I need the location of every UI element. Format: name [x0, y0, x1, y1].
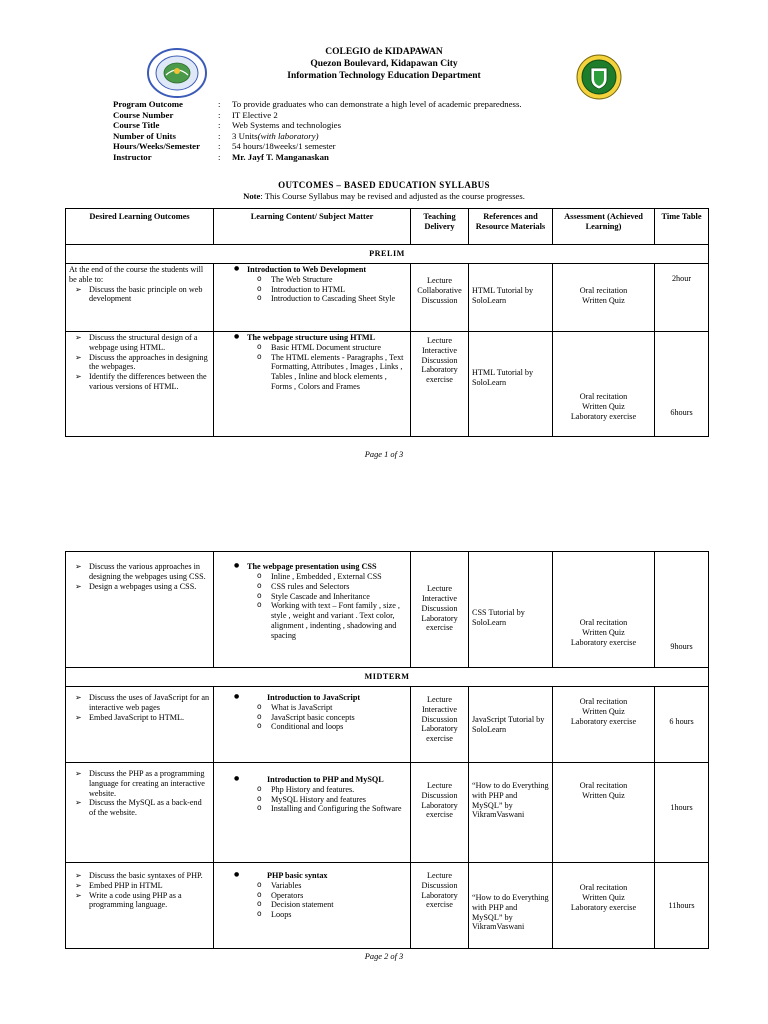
- college-address: Quezon Boulevard, Kidapawan City: [310, 59, 458, 69]
- subtopic-item: o Decision statement: [257, 900, 407, 910]
- topic-title: ● PHP basic syntax: [217, 871, 407, 881]
- col-header: Learning Content/ Subject Matter: [214, 209, 411, 245]
- references: CSS Tutorial by SoloLearn: [469, 552, 553, 668]
- outcome-item: ➢ Identify the differences between the various versions of HTML.: [69, 372, 210, 392]
- subtopic-item: o Inline , Embedded , External CSS: [257, 572, 407, 582]
- syllabus-title: OUTCOMES – BASED EDUCATION SYLLABUS: [278, 180, 490, 190]
- table-row: [66, 331, 709, 436]
- time-table: 9hours: [655, 552, 709, 668]
- table-row: [66, 862, 709, 948]
- department-name: Information Technology Education Department: [287, 71, 481, 81]
- subtopic-item: o JavaScript basic concepts: [257, 713, 407, 723]
- info-label: Instructor: [113, 151, 152, 162]
- assessment: Oral recitation Written Quiz: [553, 263, 655, 331]
- college-name: COLEGIO de KIDAPAWAN: [325, 47, 443, 57]
- assessment: Oral recitation Written Quiz Laboratory exercise: [553, 686, 655, 762]
- topic-title: ● The webpage presentation using CSS: [217, 562, 407, 572]
- topic-title: ● Introduction to JavaScript: [217, 693, 407, 703]
- references: HTML Tutorial by SoloLearn: [469, 331, 553, 436]
- info-value: Mr. Jayf T. Manganaskan: [232, 151, 329, 162]
- col-header: Assessment (Achieved Learning): [553, 209, 655, 245]
- syllabus-note: Note: This Course Syllabus may be revised and adjusted as the course progresses.: [243, 191, 525, 201]
- time-table: 1hours: [655, 762, 709, 862]
- subtopic-item: o Conditional and loops: [257, 722, 407, 732]
- outcome-item: ➢ Embed JavaScript to HTML.: [69, 713, 210, 723]
- subtopic-item: o Operators: [257, 891, 407, 901]
- outcome-item: ➢ Write a code using PHP as a programming language.: [69, 891, 210, 911]
- info-value: IT Elective 2: [232, 109, 278, 120]
- subtopic-item: o Basic HTML Document structure: [257, 343, 407, 353]
- table-row: [66, 686, 709, 762]
- col-header: Time Table: [655, 209, 709, 245]
- col-header: Desired Learning Outcomes: [66, 209, 214, 245]
- outcomes-intro: At the end of the course the students will be able to:: [69, 264, 204, 284]
- col-header: References and Resource Materials: [469, 209, 553, 245]
- info-label: Program Outcome: [113, 99, 183, 109]
- table-row: [66, 762, 709, 862]
- info-value: 3 Units(with laboratory): [232, 130, 319, 141]
- assessment: Oral recitation Written Quiz: [553, 762, 655, 862]
- teaching-delivery: Lecture Discussion Laboratory exercise: [411, 762, 469, 862]
- info-label: Course Number: [113, 109, 174, 120]
- outcome-item: ➢ Discuss the uses of JavaScript for an interactive web pages: [69, 693, 210, 713]
- subtopic-item: o Style Cascade and Inheritance: [257, 592, 407, 602]
- topic-title: ● Introduction to Web Development: [217, 265, 407, 275]
- subtopic-item: o CSS rules and Selectors: [257, 582, 407, 592]
- subtopic-item: o The Web Structure: [257, 275, 407, 285]
- syllabus-table-page2: [65, 551, 709, 949]
- assessment: Oral recitation Written Quiz Laboratory exercise: [553, 862, 655, 948]
- references: JavaScript Tutorial by SoloLearn: [469, 686, 553, 762]
- references: HTML Tutorial by SoloLearn: [469, 263, 553, 331]
- references: “How to do Everything with PHP and MySQL” by VikramVaswani: [469, 862, 553, 948]
- teaching-delivery: Lecture Interactive Discussion Laboratory exercise: [411, 552, 469, 668]
- info-label: Number of Units: [113, 130, 176, 141]
- time-table: 11hours: [655, 862, 709, 948]
- info-value: To provide graduates who can demonstrate a high level of academic preparedness.: [232, 99, 522, 109]
- subtopic-item: o Loops: [257, 910, 407, 920]
- outcome-item: ➢ Design a webpages using a CSS.: [69, 582, 210, 592]
- subtopic-item: o Installing and Configuring the Software: [257, 804, 407, 814]
- outcome-item: ➢ Discuss the various approaches in designing the webpages using CSS.: [69, 562, 210, 582]
- subtopic-item: o What is JavaScript: [257, 703, 407, 713]
- outcome-item: ➢ Discuss the basic syntaxes of PHP.: [69, 871, 210, 881]
- table-row: [66, 552, 709, 668]
- time-table: 6hours: [655, 331, 709, 436]
- teaching-delivery: Lecture Discussion Laboratory exercise: [411, 862, 469, 948]
- outcome-item: ➢ Discuss the PHP as a programming language for creating an interactive website.: [69, 769, 210, 799]
- topic-title: ● The webpage structure using HTML: [217, 333, 407, 343]
- outcome-item: ➢ Discuss the basic principle on web development: [69, 285, 210, 305]
- time-table: 2hour: [655, 263, 709, 331]
- syllabus-table-page1: [65, 208, 709, 437]
- outcome-item: ➢ Discuss the MySQL as a back-end of the website.: [69, 798, 210, 818]
- outcome-item: ➢ Discuss the approaches in designing the webpages.: [69, 353, 210, 373]
- info-value: 54 hours/18weeks/1 semester: [232, 141, 336, 152]
- subtopic-item: o Introduction to Cascading Sheet Style: [257, 294, 407, 304]
- subtopic-item: o Working with text – Font family , size , style , weight and variant . Text color, alignment , indenting , shadowing and spacing: [257, 601, 407, 640]
- subtopic-item: o Php History and features.: [257, 785, 407, 795]
- assessment: Oral recitation Written Quiz Laboratory exercise: [553, 552, 655, 668]
- outcome-item: ➢ Embed PHP in HTML: [69, 881, 210, 891]
- subtopic-item: o MySQL History and features: [257, 795, 407, 805]
- course-info: Program Outcome : To provide graduates who can demonstrate a high level of academic preparedness. Course Number : IT Elective 2 Course Title : Web Systems and technologies Number of Units : 3 Units(with laboratory) Hours/Weeks/Semester : 54 hours/18weeks/1 semester Instructor : Mr. Jayf T. Manganaskan: [113, 99, 522, 162]
- col-header: Teaching Delivery: [411, 209, 469, 245]
- page-number: Page 2 of 3: [364, 952, 404, 961]
- teaching-delivery: Lecture Interactive Discussion Laboratory exercise: [411, 331, 469, 436]
- assessment: Oral recitation Written Quiz Laboratory exercise: [553, 331, 655, 436]
- subtopic-item: o The HTML elements - Paragraphs , Text Formatting, Attributes , Images , Links , Tables , Inline and block elements , Forms , Colors and Frames: [257, 353, 407, 392]
- teaching-delivery: Lecture Collaborative Discussion: [411, 263, 469, 331]
- page-number: Page 1 of 3: [364, 450, 404, 459]
- info-value: Web Systems and technologies: [232, 120, 341, 131]
- subtopic-item: o Variables: [257, 881, 407, 891]
- table-row: [66, 263, 709, 331]
- outcome-item: ➢ Discuss the structural design of a webpage using HTML.: [69, 333, 210, 353]
- info-label: Hours/Weeks/Semester: [113, 141, 200, 152]
- term-heading: PRELIM: [66, 245, 709, 264]
- info-label: Course Title: [113, 120, 160, 131]
- topic-title: ● Introduction to PHP and MySQL: [217, 775, 407, 785]
- subtopic-item: o Introduction to HTML: [257, 285, 407, 295]
- term-heading: MIDTERM: [66, 668, 709, 687]
- references: “How to do Everything with PHP and MySQL” by VikramVaswani: [469, 762, 553, 862]
- teaching-delivery: Lecture Interactive Discussion Laboratory exercise: [411, 686, 469, 762]
- time-table: 6 hours: [655, 686, 709, 762]
